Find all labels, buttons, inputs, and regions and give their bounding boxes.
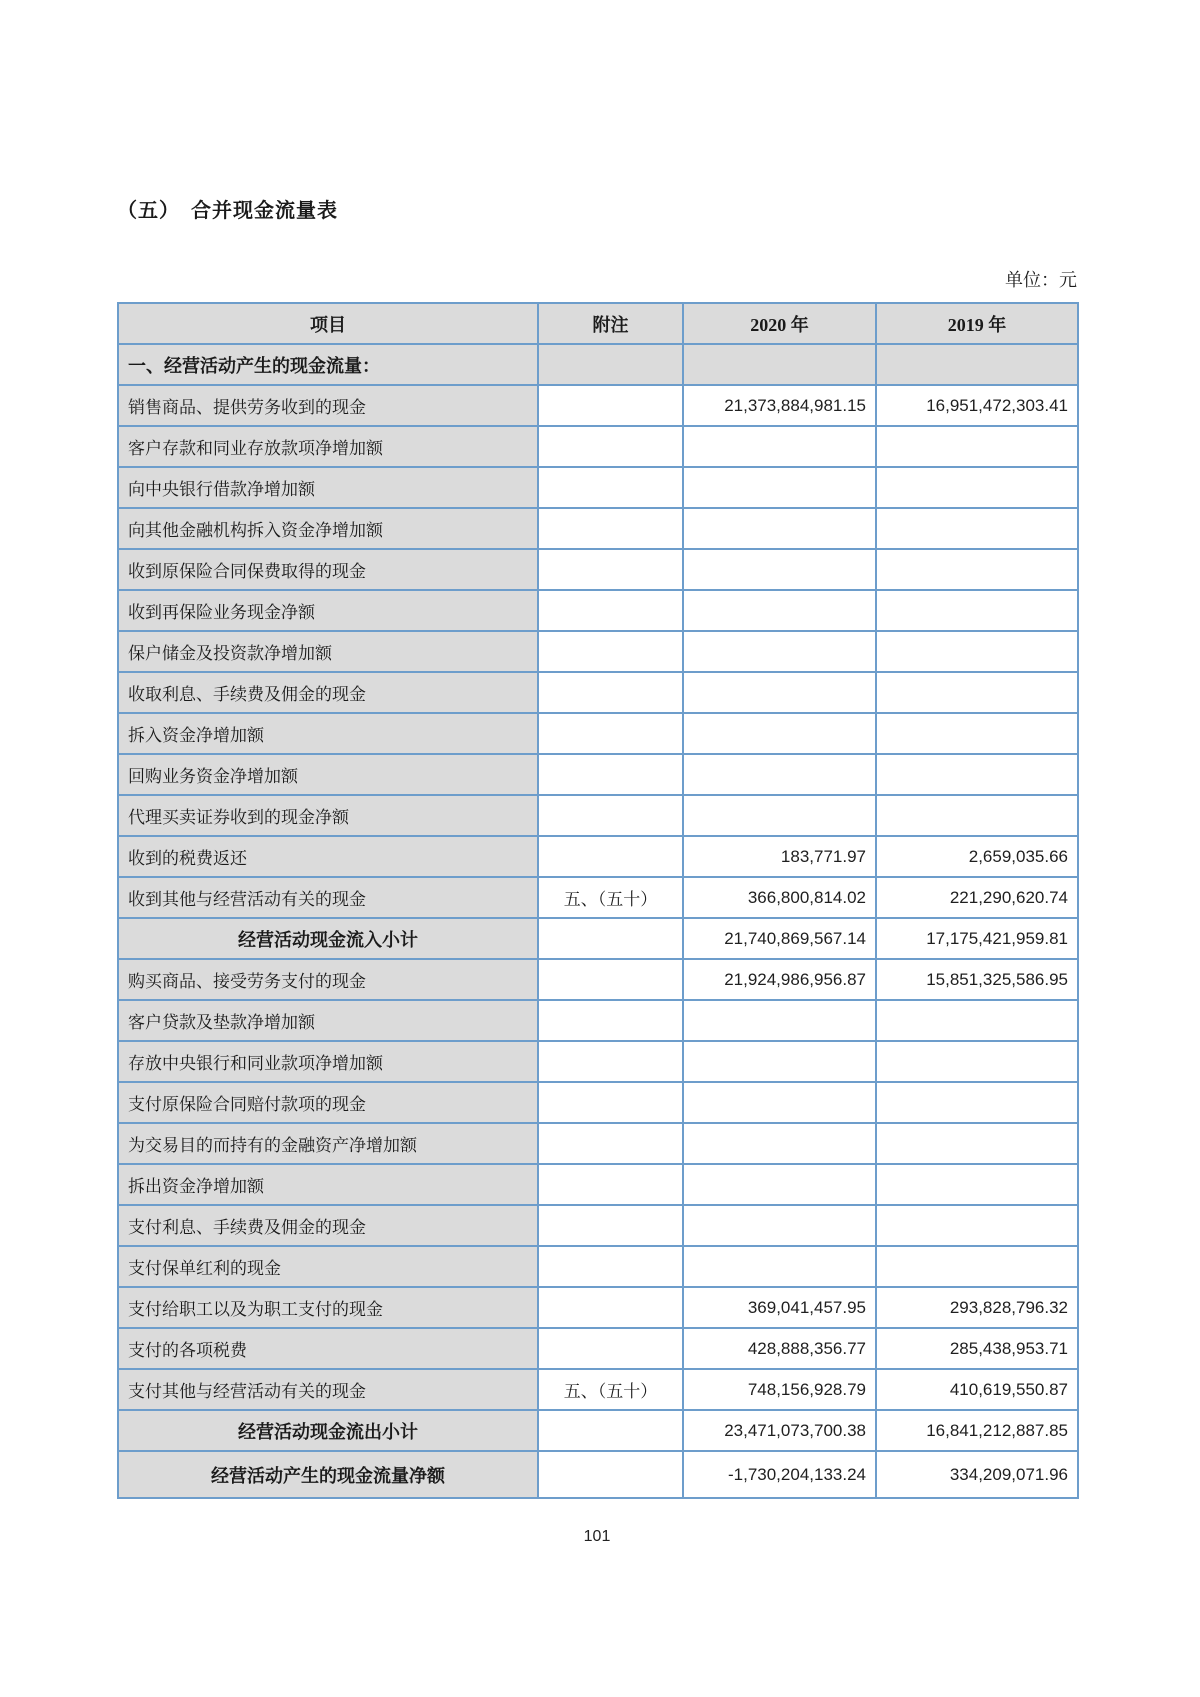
row-2019-value-cell xyxy=(876,672,1078,713)
item-row xyxy=(118,467,1078,508)
row-note-cell xyxy=(538,1287,683,1328)
row-2019-value-cell: 293,828,796.32 xyxy=(876,1287,1078,1328)
item-row xyxy=(118,877,1078,918)
row-2020-value-cell xyxy=(683,754,876,795)
row-2019-value-cell: 334,209,071.96 xyxy=(876,1451,1078,1498)
row-2020-value-cell xyxy=(683,590,876,631)
row-2020-value-cell xyxy=(683,1041,876,1082)
table-header-row xyxy=(118,303,1078,344)
row-note-cell xyxy=(538,1205,683,1246)
row-label-cell: 销售商品、提供劳务收到的现金 xyxy=(118,385,538,426)
row-2019-value-cell xyxy=(876,1205,1078,1246)
row-2019-value-cell: 16,951,472,303.41 xyxy=(876,385,1078,426)
row-2019-value-cell xyxy=(876,1164,1078,1205)
row-2019-value-cell xyxy=(876,467,1078,508)
row-note-cell xyxy=(538,385,683,426)
row-2019-value-cell xyxy=(876,1000,1078,1041)
row-note-cell xyxy=(538,426,683,467)
item-row xyxy=(118,1287,1078,1328)
row-label-cell: 保户储金及投资款净增加额 xyxy=(118,631,538,672)
item-row xyxy=(118,959,1078,1000)
row-label-cell: 收到其他与经营活动有关的现金 xyxy=(118,877,538,918)
item-row xyxy=(118,631,1078,672)
row-2019-value-cell: 285,438,953.71 xyxy=(876,1328,1078,1369)
subtotal-row xyxy=(118,918,1078,959)
row-note-cell xyxy=(538,590,683,631)
row-label-cell: 一、经营活动产生的现金流量： xyxy=(118,344,538,385)
row-2020-value-cell: -1,730,204,133.24 xyxy=(683,1451,876,1498)
section-row xyxy=(118,344,1078,385)
row-note-cell xyxy=(538,795,683,836)
row-2019-value-cell: 16,841,212,887.85 xyxy=(876,1410,1078,1451)
row-2019-value-cell xyxy=(876,590,1078,631)
row-2020-value-cell xyxy=(683,1246,876,1287)
item-row xyxy=(118,1123,1078,1164)
row-2020-value-cell: 21,740,869,567.14 xyxy=(683,918,876,959)
row-note-cell xyxy=(538,467,683,508)
row-note-cell xyxy=(538,508,683,549)
table-body xyxy=(118,344,1078,1498)
row-2019-value-cell xyxy=(876,549,1078,590)
row-2019-value-cell xyxy=(876,508,1078,549)
row-2019-value-cell: 2,659,035.66 xyxy=(876,836,1078,877)
row-2020-value-cell xyxy=(683,713,876,754)
row-label-cell: 支付其他与经营活动有关的现金 xyxy=(118,1369,538,1410)
row-2019-value-cell: 17,175,421,959.81 xyxy=(876,918,1078,959)
row-label-cell: 经营活动现金流出小计 xyxy=(118,1410,538,1451)
row-note-cell xyxy=(538,549,683,590)
row-note-cell xyxy=(538,713,683,754)
row-2020-value-cell: 369,041,457.95 xyxy=(683,1287,876,1328)
row-label-cell: 回购业务资金净增加额 xyxy=(118,754,538,795)
row-2020-value-cell xyxy=(683,344,876,385)
item-row xyxy=(118,1082,1078,1123)
item-row xyxy=(118,795,1078,836)
header-note: 附注 xyxy=(538,303,683,344)
item-row xyxy=(118,385,1078,426)
item-row xyxy=(118,713,1078,754)
item-row xyxy=(118,672,1078,713)
row-label-cell: 购买商品、接受劳务支付的现金 xyxy=(118,959,538,1000)
row-label-cell: 支付保单红利的现金 xyxy=(118,1246,538,1287)
subtotal-row xyxy=(118,1410,1078,1451)
row-2020-value-cell: 183,771.97 xyxy=(683,836,876,877)
page-number: 101 xyxy=(583,1528,611,1545)
row-2020-value-cell: 428,888,356.77 xyxy=(683,1328,876,1369)
item-row xyxy=(118,590,1078,631)
row-note-cell xyxy=(538,1123,683,1164)
item-row xyxy=(118,1000,1078,1041)
unit-label: 单位：元 xyxy=(1005,270,1077,290)
header-2020: 2020 年 xyxy=(683,303,876,344)
row-2019-value-cell xyxy=(876,1041,1078,1082)
item-row xyxy=(118,1369,1078,1410)
item-row xyxy=(118,549,1078,590)
row-note-cell xyxy=(538,672,683,713)
item-row xyxy=(118,1164,1078,1205)
row-note-cell xyxy=(538,959,683,1000)
row-note-cell: 五、（五十） xyxy=(538,1369,683,1410)
row-label-cell: 为交易目的而持有的金融资产净增加额 xyxy=(118,1123,538,1164)
subtotal-row xyxy=(118,1451,1078,1498)
row-2019-value-cell xyxy=(876,1082,1078,1123)
row-note-cell xyxy=(538,1000,683,1041)
row-label-cell: 向中央银行借款净增加额 xyxy=(118,467,538,508)
row-label-cell: 经营活动产生的现金流量净额 xyxy=(118,1451,538,1498)
item-row xyxy=(118,754,1078,795)
row-2019-value-cell: 410,619,550.87 xyxy=(876,1369,1078,1410)
row-label-cell: 收到原保险合同保费取得的现金 xyxy=(118,549,538,590)
item-row xyxy=(118,836,1078,877)
row-2020-value-cell xyxy=(683,631,876,672)
header-item: 项目 xyxy=(118,303,538,344)
row-label-cell: 收到的税费返还 xyxy=(118,836,538,877)
row-note-cell xyxy=(538,1164,683,1205)
row-label-cell: 支付的各项税费 xyxy=(118,1328,538,1369)
row-label-cell: 客户存款和同业存放款项净增加额 xyxy=(118,426,538,467)
cash-flow-table xyxy=(117,302,1079,1499)
row-label-cell: 支付原保险合同赔付款项的现金 xyxy=(118,1082,538,1123)
row-label-cell: 客户贷款及垫款净增加额 xyxy=(118,1000,538,1041)
row-2019-value-cell xyxy=(876,1123,1078,1164)
item-row xyxy=(118,508,1078,549)
row-note-cell xyxy=(538,1041,683,1082)
row-2020-value-cell: 23,471,073,700.38 xyxy=(683,1410,876,1451)
row-2020-value-cell xyxy=(683,1164,876,1205)
row-2020-value-cell: 366,800,814.02 xyxy=(683,877,876,918)
row-2020-value-cell: 748,156,928.79 xyxy=(683,1369,876,1410)
row-note-cell xyxy=(538,918,683,959)
row-2020-value-cell xyxy=(683,1205,876,1246)
row-note-cell xyxy=(538,344,683,385)
row-2020-value-cell xyxy=(683,795,876,836)
row-label-cell: 支付给职工以及为职工支付的现金 xyxy=(118,1287,538,1328)
section-title: （五） 合并现金流量表 xyxy=(117,200,338,222)
row-label-cell: 收取利息、手续费及佣金的现金 xyxy=(118,672,538,713)
row-2020-value-cell xyxy=(683,672,876,713)
row-2020-value-cell: 21,924,986,956.87 xyxy=(683,959,876,1000)
row-2019-value-cell xyxy=(876,1246,1078,1287)
item-row xyxy=(118,1205,1078,1246)
item-row xyxy=(118,1041,1078,1082)
row-2020-value-cell xyxy=(683,508,876,549)
row-note-cell xyxy=(538,1410,683,1451)
header-2019: 2019 年 xyxy=(876,303,1078,344)
row-note-cell xyxy=(538,1451,683,1498)
row-note-cell xyxy=(538,836,683,877)
row-note-cell xyxy=(538,1246,683,1287)
row-label-cell: 经营活动现金流入小计 xyxy=(118,918,538,959)
row-note-cell xyxy=(538,1082,683,1123)
row-2019-value-cell xyxy=(876,344,1078,385)
row-note-cell xyxy=(538,1328,683,1369)
row-2020-value-cell: 21,373,884,981.15 xyxy=(683,385,876,426)
row-2019-value-cell xyxy=(876,754,1078,795)
item-row xyxy=(118,426,1078,467)
row-2020-value-cell xyxy=(683,1123,876,1164)
row-2020-value-cell xyxy=(683,467,876,508)
row-2020-value-cell xyxy=(683,1082,876,1123)
row-2019-value-cell xyxy=(876,426,1078,467)
row-2020-value-cell xyxy=(683,549,876,590)
row-2020-value-cell xyxy=(683,426,876,467)
row-note-cell: 五、（五十） xyxy=(538,877,683,918)
row-label-cell: 存放中央银行和同业款项净增加额 xyxy=(118,1041,538,1082)
item-row xyxy=(118,1328,1078,1369)
row-2019-value-cell xyxy=(876,713,1078,754)
item-row xyxy=(118,1246,1078,1287)
row-2019-value-cell xyxy=(876,795,1078,836)
row-note-cell xyxy=(538,754,683,795)
row-label-cell: 向其他金融机构拆入资金净增加额 xyxy=(118,508,538,549)
row-label-cell: 拆出资金净增加额 xyxy=(118,1164,538,1205)
row-label-cell: 收到再保险业务现金净额 xyxy=(118,590,538,631)
row-2019-value-cell xyxy=(876,631,1078,672)
row-label-cell: 拆入资金净增加额 xyxy=(118,713,538,754)
row-2019-value-cell: 15,851,325,586.95 xyxy=(876,959,1078,1000)
row-label-cell: 支付利息、手续费及佣金的现金 xyxy=(118,1205,538,1246)
row-2020-value-cell xyxy=(683,1000,876,1041)
row-label-cell: 代理买卖证券收到的现金净额 xyxy=(118,795,538,836)
row-2019-value-cell: 221,290,620.74 xyxy=(876,877,1078,918)
row-note-cell xyxy=(538,631,683,672)
